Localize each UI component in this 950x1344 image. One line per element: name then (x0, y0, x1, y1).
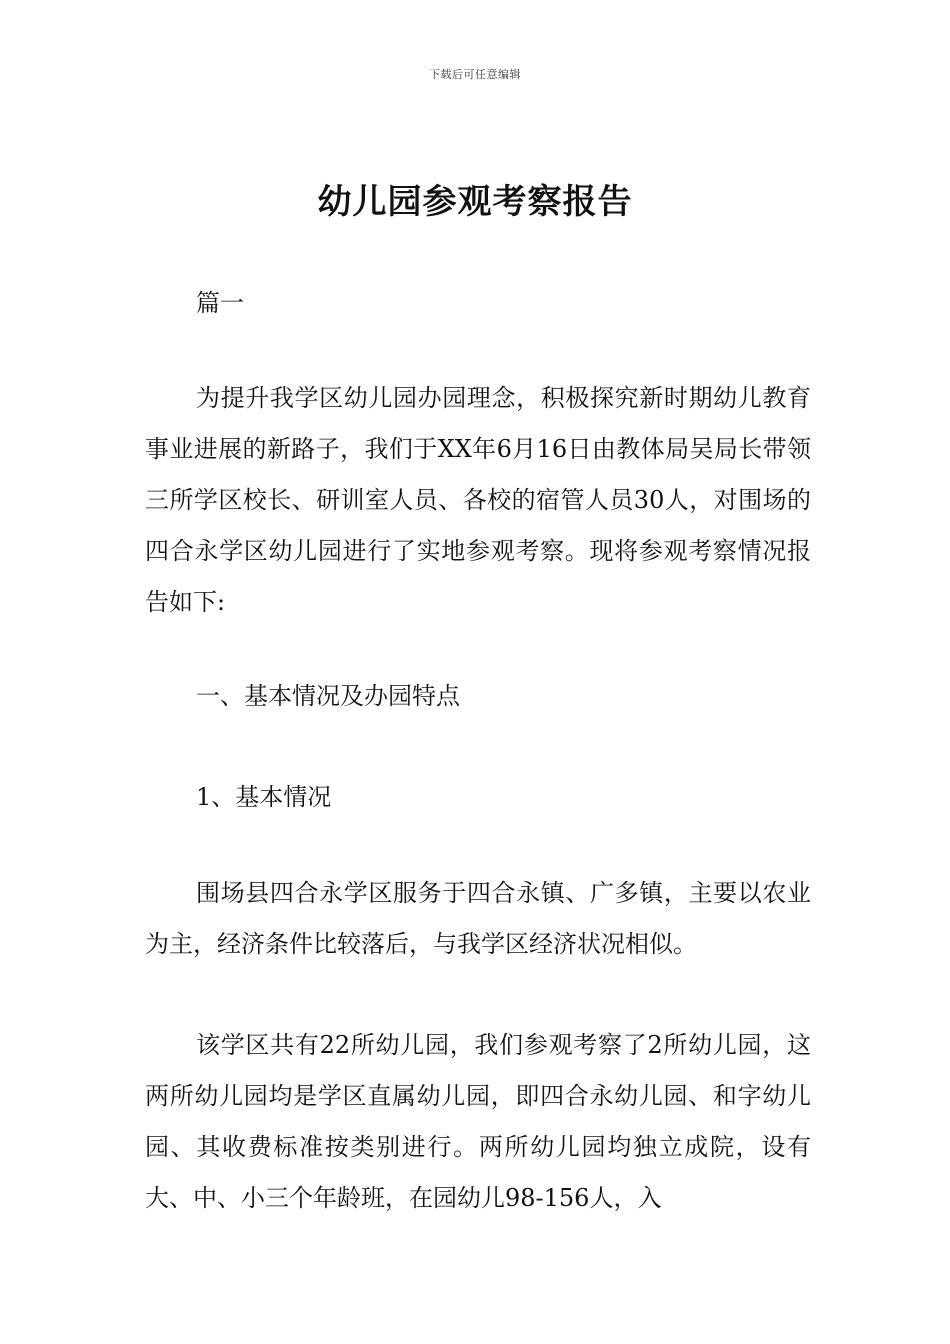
header-note: 下载后可任意编辑 (429, 68, 521, 81)
paragraph-kindergartens: 该学区共有22所幼儿园，我们参观考察了2所幼儿园，这两所幼儿园均是学区直属幼儿园，即四合永幼儿园、和字幼儿园、其收费标准按类别进行。两所幼儿园均独立成院，设有大、中、小三个年龄班，在园幼儿98-156人，入 (145, 1031, 811, 1212)
section-label: 篇一 (196, 289, 244, 317)
section-heading-basic-situation-and-features: 一、基本情况及办园特点 (196, 682, 460, 710)
paragraph-situation: 围场县四合永学区服务于四合永镇、广多镇，主要以农业为主，经济条件比较落后，与我学区经济状况相似。 (145, 879, 811, 958)
subsection-heading-basic-situation: 1、基本情况 (196, 783, 332, 811)
paragraph-intro: 为提升我学区幼儿园办园理念，积极探究新时期幼儿教育事业进展的新路子，我们于XX年6月16日由教体局吴局长带领三所学区校长、研训室人员、各校的宿管人员30人，对围场的四合永学区幼儿园进行了实地参观考察。现将参观考察情况报告如下: (145, 384, 811, 616)
document-title: 幼儿园参观考察报告 (317, 182, 633, 222)
